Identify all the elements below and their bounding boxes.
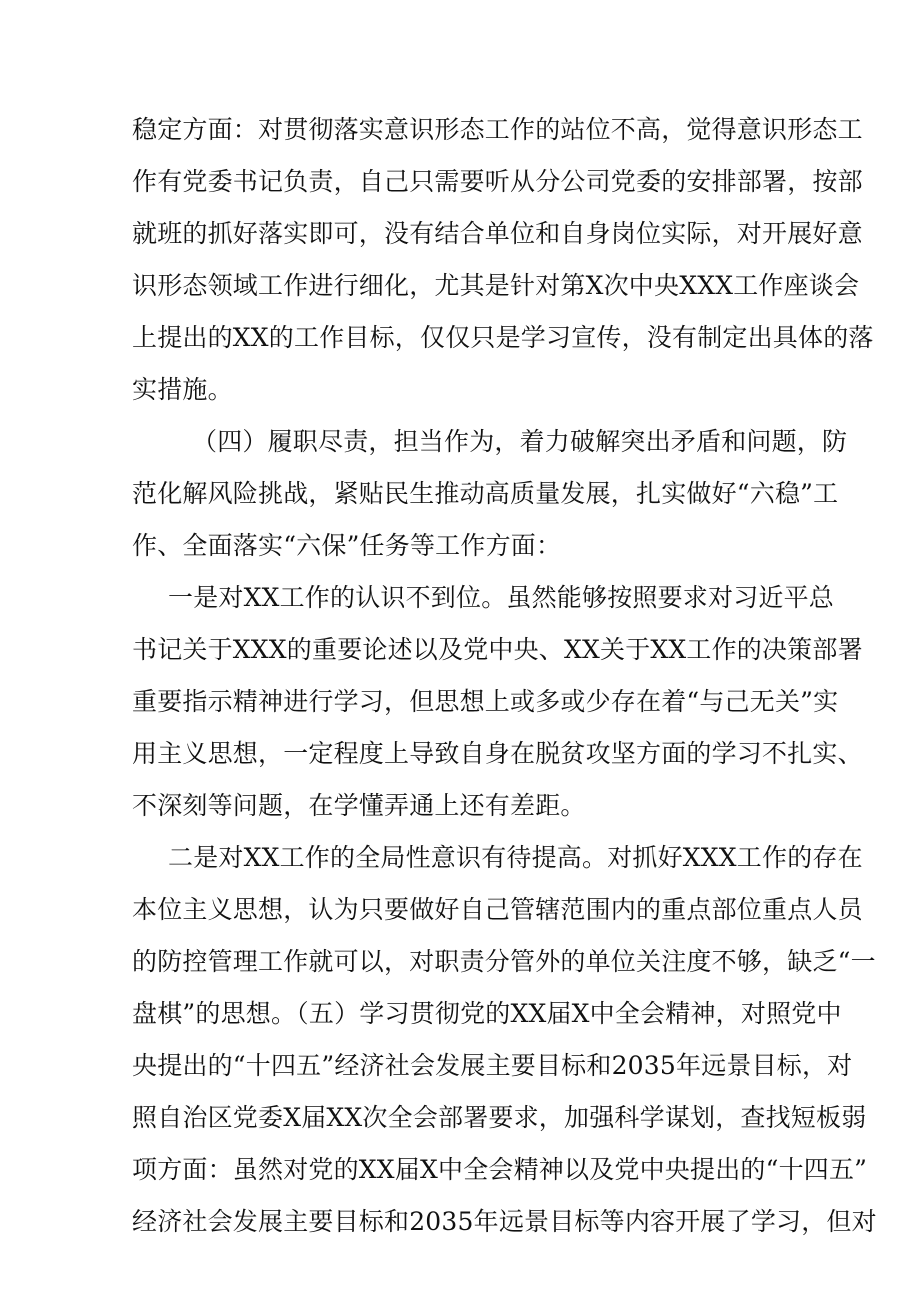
text-line: 范化解风险挑战，紧贴民生推动高质量发展，扎实做好“六稳”工 xyxy=(132,479,839,508)
text-line: 识形态领域工作进行细化，尤其是针对第X次中央XXX工作座谈会 xyxy=(132,271,860,300)
text-line: 就班的抓好落实即可，没有结合单位和自身岗位实际，对开展好意 xyxy=(132,219,863,248)
text-line: 盘棋”的思想。（五）学习贯彻党的XX届X中全会精神，对照党中 xyxy=(132,999,842,1028)
text-line: 稳定方面：对贯彻落实意识形态工作的站位不高，觉得意识形态工 xyxy=(132,115,863,144)
text-line: 不深刻等问题，在学懂弄通上还有差距。 xyxy=(132,791,586,820)
text-line: 央提出的“十四五”经济社会发展主要目标和2035年远景目标，对 xyxy=(132,1051,853,1080)
paragraph-start-line: 二是对XX工作的全局性意识有待提高。对抓好XXX工作的存在 xyxy=(168,843,863,872)
section-heading-line: （四）履职尽责，担当作为，着力破解突出矛盾和问题，防 xyxy=(192,427,848,456)
text-line: 书记关于XXX的重要论述以及党中央、XX关于XX工作的决策部署 xyxy=(132,635,863,664)
text-line: 的防控管理工作就可以，对职责分管外的单位关注度不够，缺乏“一 xyxy=(132,947,876,976)
text-line: 项方面：虽然对党的XX届X中全会精神以及党中央提出的“十四五” xyxy=(132,1155,868,1184)
text-line: 重要指示精神进行学习，但思想上或多或少存在着“与己无关”实 xyxy=(132,687,839,716)
text-line: 作、全面落实“六保”任务等工作方面： xyxy=(132,531,562,560)
text-line: 经济社会发展主要目标和2035年远景目标等内容开展了学习，但对 xyxy=(132,1207,877,1236)
text-line: 本位主义思想，认为只要做好自己管辖范围内的重点部位重点人员 xyxy=(132,895,863,924)
document-body xyxy=(132,104,877,1248)
paragraph-start-line: 一是对XX工作的认识不到位。虽然能够按照要求对习近平总 xyxy=(168,583,834,612)
text-line: 用主义思想，一定程度上导致自身在脱贫攻坚方面的学习不扎实、 xyxy=(132,739,863,768)
text-line: 照自治区党委X届XX次全会部署要求，加强科学谋划，查找短板弱 xyxy=(132,1103,867,1132)
text-line: 实措施。 xyxy=(132,375,233,404)
text-line: 上提出的XX的工作目标，仅仅只是学习宣传，没有制定出具体的落 xyxy=(132,323,874,352)
text-line: 作有党委书记负责，自己只需要听从分公司党委的安排部署，按部 xyxy=(132,167,863,196)
